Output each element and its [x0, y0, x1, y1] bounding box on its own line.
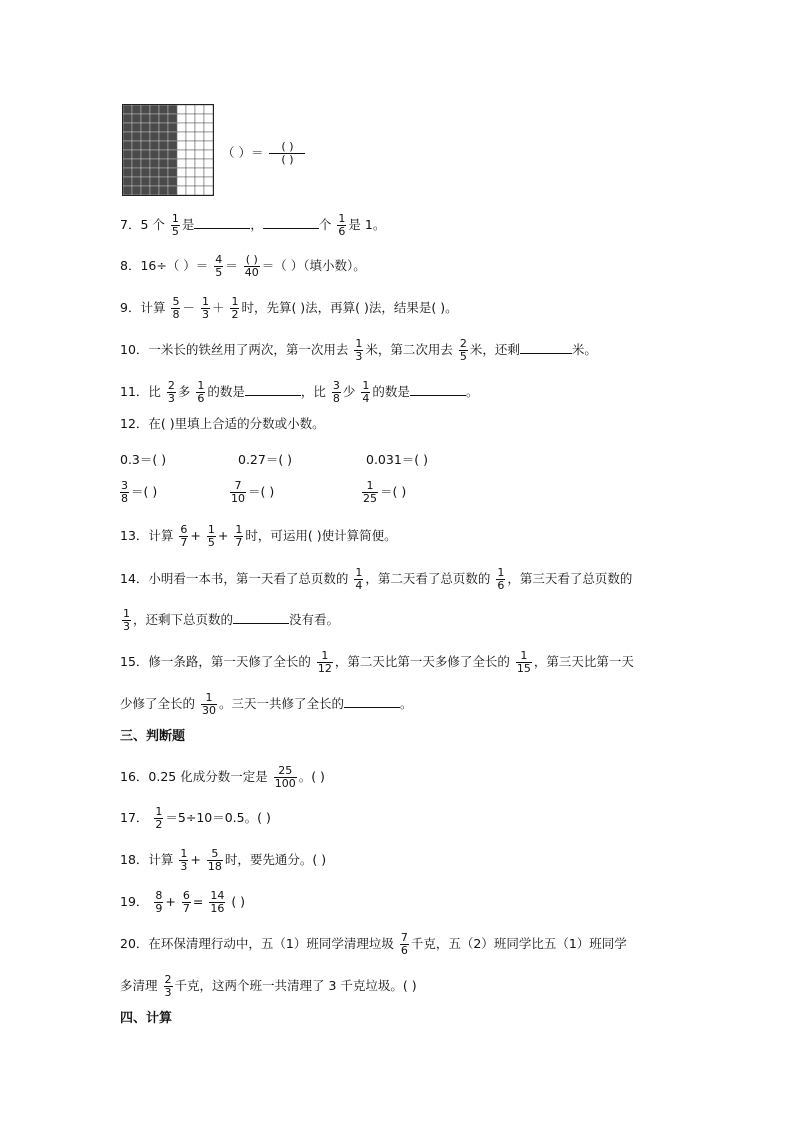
grid-caption: （ ）＝ $\frac{( )}{( )}$ — [222, 141, 307, 166]
grid-cell-shaded — [168, 114, 177, 123]
fraction: $\frac{1}{6}$ — [338, 212, 346, 239]
grid-cell — [186, 159, 195, 168]
grid-cell — [177, 159, 186, 168]
grid-cell-shaded — [132, 123, 141, 132]
grid-cell — [186, 123, 195, 132]
grid-cell — [177, 168, 186, 177]
grid-cell — [204, 105, 213, 114]
grid-cell-shaded — [132, 141, 141, 150]
grid-cell — [195, 141, 204, 150]
question-15-cont: 少修了全长的 $\frac{1}{30}$ 。三天一共修了全长的 。 — [120, 691, 413, 718]
grid-cell-shaded — [168, 159, 177, 168]
question-19: 19． $\frac{8}{9}$ + $\frac{6}{7}$ = $\frac{14}{16}$ ( ) — [120, 889, 246, 916]
q12-row2-c: $\frac{1}{25}$ ＝( ) — [363, 479, 407, 506]
answer-blank[interactable] — [194, 217, 250, 229]
grid-cell — [204, 159, 213, 168]
grid-cell-shaded — [123, 159, 132, 168]
q12-row1-c: 0.031＝( ) — [366, 452, 429, 467]
question-15: 15．修一条路，第一天修了全长的 $\frac{1}{12}$ ，第二天比第一天多修了全长的 $\frac{1}{15}$ ，第三天比第一天 — [120, 649, 634, 676]
grid-cell — [177, 105, 186, 114]
grid-cell-shaded — [150, 123, 159, 132]
grid-cell-shaded — [123, 123, 132, 132]
grid-cell — [177, 132, 186, 141]
grid-cell-shaded — [141, 168, 150, 177]
grid-cell — [204, 114, 213, 123]
grid-cell-shaded — [132, 114, 141, 123]
grid-cell — [204, 132, 213, 141]
grid-cell — [195, 186, 204, 195]
grid-cell — [195, 114, 204, 123]
grid-cell-shaded — [132, 186, 141, 195]
grid-cell-shaded — [141, 177, 150, 186]
grid-cell-shaded — [150, 150, 159, 159]
grid-cell-shaded — [168, 141, 177, 150]
grid-cell — [195, 150, 204, 159]
grid-cell — [195, 123, 204, 132]
question-10: 10．一米长的铁丝用了两次，第一次用去 $\frac{1}{3}$ 米，第二次用去 $\frac{2}{5}$ 米，还剩 米。 — [120, 337, 597, 364]
question-16: 16．0.25 化成分数一定是 $\frac{25}{100}$ 。( ) — [120, 764, 325, 791]
grid-cell — [186, 105, 195, 114]
grid-cell — [186, 177, 195, 186]
grid-cell-shaded — [132, 159, 141, 168]
grid-cell-shaded — [141, 132, 150, 141]
grid-cell-shaded — [132, 168, 141, 177]
grid-cell — [195, 132, 204, 141]
fraction-grid — [122, 104, 214, 196]
grid-cell-shaded — [123, 177, 132, 186]
grid-cell — [195, 105, 204, 114]
grid-cell-shaded — [150, 114, 159, 123]
grid-cell — [204, 141, 213, 150]
grid-cell — [186, 132, 195, 141]
grid-cell-shaded — [159, 150, 168, 159]
grid-cell-shaded — [150, 105, 159, 114]
answer-blank[interactable] — [245, 384, 301, 396]
question-17: 17． $\frac{1}{2}$ ＝5÷10＝0.5。( ) — [120, 805, 271, 832]
grid-cell — [177, 123, 186, 132]
grid-cell-shaded — [123, 141, 132, 150]
grid-cell-shaded — [141, 186, 150, 195]
grid-cell-shaded — [141, 159, 150, 168]
grid-cell-shaded — [168, 105, 177, 114]
grid-cell — [204, 177, 213, 186]
grid-cell-shaded — [141, 141, 150, 150]
question-14: 14．小明看一本书，第一天看了总页数的 $\frac{1}{4}$ ，第二天看了总页数的 $\frac{1}{6}$ ，第三天看了总页数的 — [120, 566, 633, 593]
grid-cell — [204, 186, 213, 195]
grid-cell — [177, 114, 186, 123]
grid-cell-shaded — [168, 123, 177, 132]
q12-row1-b: 0.27＝( ) — [238, 452, 293, 467]
grid-cell-shaded — [159, 168, 168, 177]
grid-cell-shaded — [150, 177, 159, 186]
fraction: $\frac{( )}{40}$ — [244, 253, 259, 280]
question-14-cont: $\frac{1}{3}$ ，还剩下总页数的 没有看。 — [123, 607, 340, 634]
q12-row2-b: $\frac{7}{10}$ ＝( ) — [231, 479, 275, 506]
q12-row2-a: $\frac{3}{8}$ ＝( ) — [121, 479, 158, 506]
grid-cell-shaded — [168, 186, 177, 195]
grid-cell — [177, 186, 186, 195]
answer-blank[interactable] — [410, 384, 466, 396]
grid-cell-shaded — [132, 150, 141, 159]
blank-fraction: $\frac{( )}{( )}$ — [269, 141, 305, 166]
grid-cell-shaded — [123, 150, 132, 159]
grid-cell-shaded — [168, 177, 177, 186]
grid-cell-shaded — [159, 159, 168, 168]
grid-cell-shaded — [150, 168, 159, 177]
grid-cell-shaded — [150, 132, 159, 141]
grid-cell-shaded — [141, 105, 150, 114]
answer-blank[interactable] — [233, 612, 289, 624]
grid-cell — [177, 177, 186, 186]
grid-cell-shaded — [159, 114, 168, 123]
question-11: 11．比 $\frac{2}{3}$ 多 $\frac{1}{6}$ 的数是 ，比 $\frac{3}{8}$ 少 $\frac{1}{4}$ 的数是 。 — [120, 379, 479, 406]
grid-cell-shaded — [159, 141, 168, 150]
grid-cell-shaded — [159, 132, 168, 141]
grid-cell-shaded — [123, 168, 132, 177]
grid-cell — [204, 123, 213, 132]
section-heading-judgement: 三、判断题 — [120, 729, 186, 744]
fraction: $\frac{4}{5}$ — [215, 253, 223, 280]
q12-row1-a: 0.3＝( ) — [120, 452, 167, 467]
question-9: 9．计算 $\frac{5}{8}$ － $\frac{1}{3}$ ＋ $\frac{1}{2}$ 时，先算( )法，再算( )法，结果是( )。 — [120, 295, 458, 322]
question-12: 12．在( )里填上合适的分数或小数。 — [120, 416, 325, 431]
grid-cell — [186, 150, 195, 159]
grid-cell — [186, 141, 195, 150]
question-8: 8．16÷（ ）＝ $\frac{4}{5}$ ＝ $\frac{( )}{40}$ ＝（ ）（填小数）。 — [120, 253, 366, 280]
question-20: 20．在环保清理行动中，五（1）班同学清理垃圾 $\frac{7}{6}$ 千克，五（2）班同学比五（1）班同学 — [120, 931, 627, 958]
grid-cell — [186, 114, 195, 123]
grid-cell-shaded — [123, 132, 132, 141]
grid-cell-shaded — [141, 114, 150, 123]
grid-cell-shaded — [123, 114, 132, 123]
grid-cell-shaded — [168, 168, 177, 177]
grid-cell-shaded — [150, 186, 159, 195]
answer-blank[interactable] — [520, 342, 572, 354]
grid-cell-shaded — [168, 132, 177, 141]
grid-cell — [177, 150, 186, 159]
grid-cell-shaded — [132, 105, 141, 114]
question-18: 18．计算 $\frac{1}{3}$ + $\frac{5}{18}$ 时，要先通分。( ) — [120, 847, 327, 874]
question-7: 7．5 个 $\frac{1}{5}$ 是 ， 个 $\frac{1}{6}$ 是 1。 — [120, 212, 386, 239]
grid-cell-shaded — [123, 105, 132, 114]
grid-cell-shaded — [168, 150, 177, 159]
answer-blank[interactable] — [344, 696, 400, 708]
question-13: 13．计算 $\frac{6}{7}$ + $\frac{1}{5}$ + $\frac{1}{7}$ 时，可运用( )使计算简便。 — [120, 523, 397, 550]
grid-cell — [186, 168, 195, 177]
grid-cell — [195, 177, 204, 186]
grid-cell — [195, 168, 204, 177]
answer-blank[interactable] — [263, 217, 319, 229]
grid-cell — [186, 186, 195, 195]
grid-cell-shaded — [150, 141, 159, 150]
grid-cell-shaded — [159, 105, 168, 114]
grid-cell-shaded — [123, 186, 132, 195]
grid-cell-shaded — [132, 177, 141, 186]
grid-cell-shaded — [141, 150, 150, 159]
grid-cell-shaded — [159, 123, 168, 132]
question-20-cont: 多清理 $\frac{2}{3}$ 千克，这两个班一共清理了 3 千克垃圾。( ) — [120, 973, 417, 1000]
grid-cell — [204, 168, 213, 177]
grid-cell — [204, 150, 213, 159]
grid-cell-shaded — [141, 123, 150, 132]
grid-cell-shaded — [159, 186, 168, 195]
grid-cell-shaded — [132, 132, 141, 141]
grid-cell-shaded — [159, 177, 168, 186]
fraction: $\frac{1}{5}$ — [171, 212, 179, 239]
grid-cell-shaded — [150, 159, 159, 168]
grid-cell — [195, 159, 204, 168]
section-heading-calculation: 四、计算 — [120, 1011, 173, 1026]
grid-cell — [177, 141, 186, 150]
